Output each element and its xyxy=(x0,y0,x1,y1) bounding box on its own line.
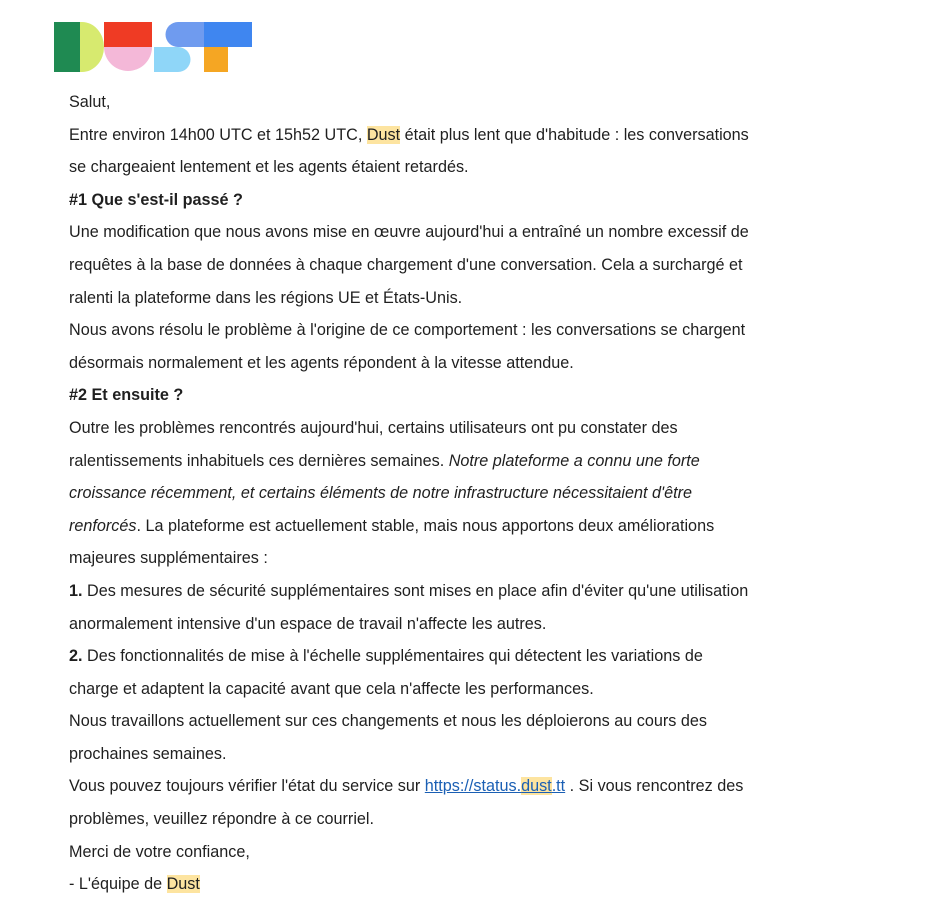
section-2-italic-text: renforcés xyxy=(69,516,137,535)
section-1-paragraph-1-line-3: ralenti la plateforme dans les régions UE et États-Unis. xyxy=(69,288,463,307)
section-1-heading: #1 Que s'est-il passé ? xyxy=(69,190,243,209)
section-2-line-4 xyxy=(69,510,889,543)
list-item-2-line-2: charge et adaptent la capacité avant que cela n'affecte les performances. xyxy=(69,679,594,698)
section-1-paragraph-2-line-2: désormais normalement et les agents répondent à la vitesse attendue. xyxy=(69,353,574,372)
dust-logo xyxy=(54,22,254,74)
section-1-paragraph-1-line-2: requêtes à la base de données à chaque chargement d'une conversation. Cela a surchargé et xyxy=(69,255,743,274)
working-line-1: Nous travaillons actuellement sur ces changements et nous les déploierons au cours des xyxy=(69,712,707,731)
section-2-text: ralentissements inhabituels ces dernières semaines. xyxy=(69,451,449,470)
section-2-line-1: Outre les problèmes rencontrés aujourd'hui, certains utilisateurs ont pu constater des xyxy=(69,418,678,437)
section-1-paragraph-1-line-1: Une modification que nous avons mise en œuvre aujourd'hui a entraîné un nombre excessif de xyxy=(69,223,749,242)
list-item-text: Des mesures de sécurité supplémentaires sont mises en place afin d'éviter qu'une utilisation xyxy=(82,581,749,600)
list-item-number: 2. xyxy=(69,647,83,666)
list-item-number: 1. xyxy=(69,581,83,600)
status-link-text: .tt xyxy=(551,777,566,796)
working-line-2: prochaines semaines. xyxy=(69,744,227,763)
section-2-line-3: croissance récemment, et certains éléments de notre infrastructure nécessitaient d'être xyxy=(69,484,693,503)
email-body xyxy=(69,86,889,901)
status-line-1 xyxy=(69,770,889,803)
intro-text: Entre environ 14h00 UTC et 15h52 UTC, xyxy=(69,125,367,144)
brand-highlight: Dust xyxy=(166,875,200,894)
list-item-1-line-1 xyxy=(69,575,889,608)
intro-line-2: se chargeaient lentement et les agents étaient retardés. xyxy=(69,158,469,177)
status-link[interactable] xyxy=(425,777,565,795)
status-text: Vous pouvez toujours vérifier l'état du service sur xyxy=(69,777,425,796)
thanks: Merci de votre confiance, xyxy=(69,842,250,861)
section-1-paragraph-2-line-1: Nous avons résolu le problème à l'origine de ce comportement : les conversations se chargent xyxy=(69,321,746,340)
section-2-line-5: majeures supplémentaires : xyxy=(69,549,268,568)
list-item-text: Des fonctionnalités de mise à l'échelle supplémentaires qui détectent les variations de xyxy=(82,647,703,666)
status-link-text: https://status. xyxy=(424,777,522,796)
list-item-2-line-1 xyxy=(69,640,889,673)
signature-text: - L'équipe de xyxy=(69,875,167,894)
signature xyxy=(69,868,889,901)
greeting: Salut, xyxy=(69,93,111,111)
brand-highlight: Dust xyxy=(366,125,401,144)
status-text: . Si vous rencontrez des xyxy=(565,777,744,796)
intro-text: était plus lent que d'habitude : les conversations xyxy=(400,125,749,144)
brand-highlight: dust xyxy=(521,777,552,796)
section-2-line-2 xyxy=(69,445,889,478)
section-2-italic-text: Notre plateforme a connu une forte xyxy=(448,451,700,470)
status-line-2: problèmes, veuillez répondre à ce courriel. xyxy=(69,810,375,829)
intro-line-1 xyxy=(69,119,889,152)
list-item-1-line-2: anormalement intensive d'un espace de travail n'affecte les autres. xyxy=(69,614,547,633)
section-2-heading: #2 Et ensuite ? xyxy=(69,386,184,405)
section-2-text: . La plateforme est actuellement stable, mais nous apportons deux améliorations xyxy=(136,516,715,535)
